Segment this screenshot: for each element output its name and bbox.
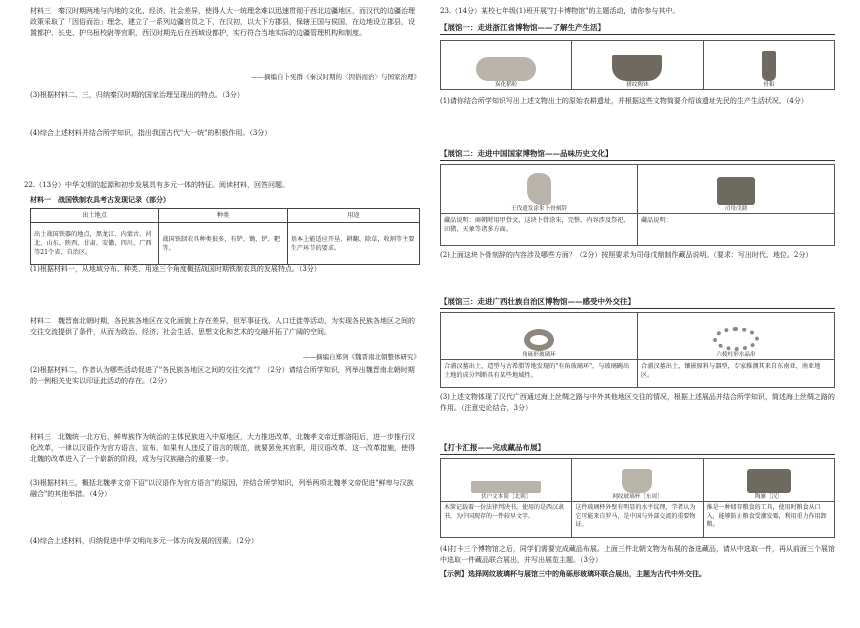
example-answer: 【示例】选择网纹玻璃杯与展馆三中的角砾形玻璃环联合展出，主题为古代中外交往。 <box>440 569 706 578</box>
table-cell: 战国铁制农具种类很多，有铲、锄、铲、耙等。 <box>159 223 287 265</box>
table-cell: 出土战国铁器的地点，黑龙江、内蒙古、河北、山东、陕西、甘肃、安徽、四川、广西等21个省、自治区。 <box>31 223 159 265</box>
hall-3-desc-2: 合浦汉墓出土，镶嵌原料与器型，专家推测其来自东南亚、南亚地区。 <box>641 363 821 379</box>
item-caption: 伏户文本简［北朝］ <box>480 494 532 500</box>
hall-2-desc-2: 藏品说明： <box>641 217 672 224</box>
material-2-text: 材料二 魏晋南北朝时期，各民族各地区在文化面貌上存在差异，但军事征伐、人口迁徙等活动，为实现各民族各地区之间的交往交流提供了条件，从而为政治、经济、社会生活、思想文化和艺术的交融开拓了广阔的空间。 <box>30 317 415 336</box>
hall-4-desc-3: 推是一种储存粮食的工具，使用时粮食从口入，能够防止粮食受潮发霉，利用重力作用卸粮。 <box>706 504 827 528</box>
item-caption: 司母戊鼎 <box>724 206 748 212</box>
table-cell: 基本上能适应开垦、耕翻、除草，收割等主要生产环节的要求。 <box>287 223 419 265</box>
hall-4-item <box>572 459 703 501</box>
item-caption: 六棱柱形水晶串 <box>716 352 756 358</box>
hall-2-question: (2)上面这块卜骨刻辞的内容涉及哪些方面？（2分）按照要求为司母戊鼎制作藏品说明。（要求：写出时代、地位。2分） <box>440 251 813 259</box>
hall-1-banner: 【展馆一：走进浙江省博物馆——了解生产生活】 <box>440 22 835 35</box>
hall-2-gallery <box>440 164 835 246</box>
question-21-3: (3)根据材料二、三，归纳秦汉时期的国家治理呈现出的特点。（3分） <box>30 91 244 99</box>
hall-2-item <box>441 165 638 213</box>
hall-2-item <box>638 165 834 213</box>
hall-4-banner: 【打卡汇报——完成藏品布展】 <box>440 442 835 455</box>
material-3b-text: 材料三 北魏统一北方后，鲜卑族作为统治的主体民族进入中原地区，大力推进改革，北魏孝文帝迁都洛阳后，进一步推行汉化改革，一律以汉语作为官方语言，宣布，如果有人违反了语言的规范，就要罢免其官职，用汉语改革，这一改革措施，使得北魏的改革进入了一个崭新的阶段，成为与汉族融合的重要一步。 <box>30 433 415 463</box>
item-caption: 网纹玻璃杯［东周］ <box>612 494 663 500</box>
item-caption: 王伐遗发涂朱卜骨刻辞 <box>511 206 567 212</box>
table-header: 出土地点 <box>31 209 159 223</box>
material-2-source: ——摘编自郑剑《魏晋南北朝整体研究》 <box>303 353 420 361</box>
question-22-2: (2)根据材料二，作者认为哪些活动促进了"各民族各地区之间的交往交流"？（2分）请结合所学知识，列举出魏晋南北朝时期的一例相关史实以印证此活动的存在。（2分） <box>30 366 415 385</box>
question-23-intro: 23.（14分）某校七年级(1)班开展"打卡博物馆"的主题活动，请你参与其中。 <box>440 7 680 15</box>
question-22-intro: 22.（13分）中华文明的起源和初步发展具有多元一体的特征。阅读材料，回答问题。 <box>24 181 290 189</box>
table-header: 种类 <box>159 209 287 223</box>
glass-ring-image <box>524 329 554 351</box>
hall-3-desc-1: 合浦汉墓出土，造型与古希腊等地发现的"有角玻璃环"，与玻璃碗出土地的成分判断具有某些地域性。 <box>441 360 638 387</box>
pottery-granary-image <box>747 469 791 493</box>
wooden-slip-image <box>471 481 541 493</box>
hall-4-item <box>704 459 834 501</box>
question-22-1: (1)根据材料一，从地域分布、种类、用途三个角度概括战国时期铁制农具的发展特点。（3分） <box>30 265 321 273</box>
hall-3-banner: 【展馆三：走进广西壮族自治区博物馆——感受中外交往】 <box>440 296 835 309</box>
hall-1-item <box>572 41 703 89</box>
material-3-text: 材料三 秦汉时期两地与内地的文化、经济、社会差异，使得人大一统理念难以迅速贯彻于西北边疆地区，而汉代的边疆治理政策采取了「因俗而治」理念，建立了一系列边疆官员之下，在汉初，以大下方郡县，保辖王国与侯国，在边地设立郡县，设置都护、长史、护乌桓校尉等官职，西汉时期先后在西域设都护，实行符合当地实际的边疆管理机构和制度。 <box>30 7 415 37</box>
hall-1-gallery <box>440 40 835 90</box>
item-caption: 骨耜 <box>763 82 775 88</box>
hall-2-banner: 【展馆二：走进中国国家博物馆——品味历史文化】 <box>440 148 835 161</box>
item-caption: 猪纹陶钵 <box>626 82 649 88</box>
material-3-source: ——摘编自卜宪群《秦汉时期的〈因俗而治〉与国家治理》 <box>251 73 420 81</box>
hall-2-desc-1: 藏品说明：商朝时用甲骨文，这块卜骨涂朱，完整，内容涉及祭祀、田猎，天象等诸多方面。 <box>441 214 638 245</box>
hall-3-question: (3)上述文物体现了汉代广西通过海上丝绸之路与中外其他地区交往的情况，根据上述展品并结合所学知识，简述海上丝绸之路的作用。（注意史论结合，3分） <box>440 393 835 412</box>
hall-4-desc-2: 这件玻璃杯外壁有明显的水平纹理，学者认为它可能来自罗马，是中国与外部交流的重要物证。 <box>572 502 703 537</box>
hall-3-item <box>638 313 834 359</box>
glass-cup-image <box>622 469 652 493</box>
hall-3-gallery <box>440 312 835 388</box>
hall-4-desc-1: 木简记载着一份法律判决书，使用的是西汉隶书，为中国现存的一件较早文字。 <box>441 502 572 537</box>
carbonized-rice-image <box>476 57 536 81</box>
iron-tools-table <box>30 208 420 265</box>
oracle-bone-image <box>527 173 551 205</box>
hall-1-item <box>704 41 834 89</box>
simuwu-ding-image <box>717 177 755 205</box>
table-header: 用途 <box>287 209 419 223</box>
question-22-3: (3)根据材料三，概括北魏孝文帝下诏"以汉语作为官方语言"的原因，并结合所学知识，列举两项北魏孝文帝促进"鲜卑与汉族融合"的其他举措。（4分） <box>30 479 414 498</box>
item-caption: 陶廪［汉］ <box>754 494 783 500</box>
question-22-4: (4)综合上述材料，归纳促进中华文明向多元一体方向发展的因素。（2分） <box>30 537 258 545</box>
pig-pattern-pottery-image <box>612 55 662 81</box>
material-1-title: 材料一 战国铁制农具考古发现记录（部分） <box>30 195 170 204</box>
hall-4-question: (4)打卡三个博物馆之后，同学们需要完成藏品布展。上面三件北朝文物为布展的备选藏品，请从中选取一件，再从前面三个展馆中选取一件藏品联合展出，并写出展览主题。（3分） <box>440 545 835 564</box>
item-caption: 角砾形玻璃环 <box>522 352 556 358</box>
hall-4-gallery <box>440 458 835 538</box>
item-caption: 炭化稻粒 <box>494 82 518 88</box>
hall-1-item <box>441 41 572 89</box>
hall-4-item <box>441 459 572 501</box>
question-21-4: (4)综合上述材料并结合所学知识，指出我国古代"大一统"的积极作用。（3分） <box>30 129 272 137</box>
hall-3-item <box>441 313 638 359</box>
bone-spade-image <box>762 51 776 81</box>
hall-1-question: (1)请你结合所学知识写出上述文物出土的原始农耕遗址，并根据这些文物简要介绍该遗址先民的生产生活状况。（4分） <box>440 97 808 105</box>
crystal-beads-image <box>713 327 759 351</box>
